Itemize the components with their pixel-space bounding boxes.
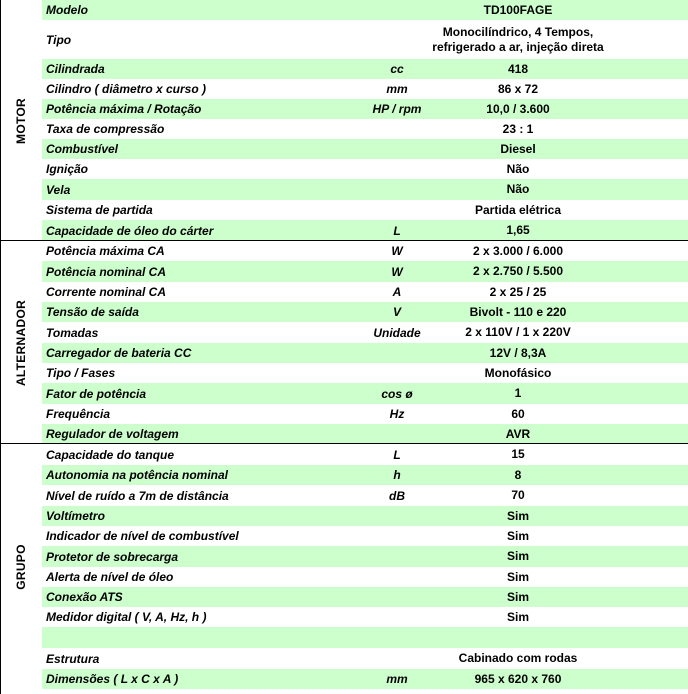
spec-value-line: AVR [505, 426, 531, 441]
spec-value [406, 506, 630, 526]
spec-value-line-2: refrigerado a ar, injeção direta [432, 39, 604, 54]
spec-value [406, 546, 630, 567]
spec-name: Regulador de voltagem [46, 427, 179, 441]
spec-value-line: Sim [506, 508, 529, 523]
spec-value [406, 567, 630, 587]
spec-unit: L [393, 447, 401, 462]
spec-value [406, 220, 630, 241]
table-row [42, 363, 688, 383]
spec-value-line: Monofásico [484, 365, 552, 380]
spec-name: Vela [46, 182, 71, 197]
spec-value [406, 179, 630, 200]
spec-value-line: 12V / 8,3A [489, 345, 547, 360]
spec-value-line: 1,65 [506, 223, 530, 237]
table-row [42, 546, 688, 567]
spec-value [406, 465, 630, 485]
table-row [42, 567, 688, 587]
spec-name: Cilindro ( diâmetro x curso ) [46, 82, 207, 96]
table-row [42, 261, 688, 282]
spec-value [406, 627, 630, 648]
spec-name: Conexão ATS [46, 590, 123, 604]
section-grupo [0, 444, 688, 689]
table-row [42, 59, 688, 79]
spec-value [406, 59, 630, 79]
spec-unit: HP / rpm [372, 102, 422, 116]
spec-value-line: TD100FAGE [483, 2, 553, 17]
spec-name: Indicador de nível de combustível [46, 529, 239, 543]
spec-value-line: Sim [506, 569, 529, 584]
table-row [42, 119, 688, 139]
spec-value [406, 20, 630, 59]
spec-name: Nível de ruído a 7m de distância [46, 488, 229, 503]
table-row [42, 322, 688, 343]
spec-value-line: Monocilíndrico, 4 Tempos, [442, 24, 594, 39]
spec-name: Tipo / Fases [46, 366, 116, 380]
spec-value-line: 2 x 2.750 / 5.500 [472, 264, 564, 278]
spec-name: Medidor digital ( V, A, Hz, h ) [46, 610, 207, 624]
spec-value-line: 2 x 3.000 / 6.000 [472, 243, 564, 258]
spec-value [406, 139, 630, 159]
spec-name: Corrente nominal CA [46, 285, 167, 299]
spec-value [406, 526, 630, 546]
spec-name: Modelo [46, 3, 88, 17]
table-row [42, 424, 688, 444]
spec-value [406, 79, 630, 99]
section-label-text: MOTOR [14, 97, 29, 144]
spec-value [406, 241, 630, 261]
table-row [42, 200, 688, 220]
spec-name: Protetor de sobrecarga [46, 549, 179, 564]
spec-name: Frequência [46, 407, 111, 421]
spec-value [406, 0, 630, 20]
spec-value-line: Não [506, 161, 530, 176]
table-row [42, 444, 688, 465]
spec-name: Dimensões ( L x C x A ) [46, 672, 179, 686]
spec-value-line: 2 x 25 / 25 [489, 284, 547, 299]
spec-name: Capacidade do tanque [46, 447, 175, 462]
spec-unit: L [393, 223, 401, 238]
spec-value-line: 15 [511, 447, 525, 461]
spec-unit: V [392, 305, 401, 319]
table-row [42, 99, 688, 119]
table-row [42, 485, 688, 506]
table-row [42, 587, 688, 607]
spec-unit: W [391, 264, 403, 279]
table-row [42, 220, 688, 241]
spec-unit: h [393, 468, 401, 482]
section-label [0, 0, 42, 241]
spec-value [406, 261, 630, 282]
spec-unit: A [392, 285, 402, 299]
spec-value [406, 159, 630, 179]
table-row [42, 241, 688, 261]
spec-value [406, 282, 630, 302]
spec-value-line: 965 x 620 x 760 [474, 671, 562, 686]
table-row [42, 669, 688, 689]
spec-value-line: 10,0 / 3.600 [486, 101, 550, 116]
spec-unit: dB [389, 488, 405, 503]
table-row [42, 20, 688, 59]
spec-value [406, 383, 630, 404]
table-row [42, 627, 688, 648]
section-rows [42, 0, 688, 241]
section-alternador [0, 241, 688, 444]
spec-value [406, 587, 630, 607]
spec-value [406, 99, 630, 119]
spec-value-line: Diesel [500, 141, 536, 156]
section-label [0, 241, 42, 444]
spec-value [406, 485, 630, 506]
spec-name: Tomadas [46, 325, 99, 340]
table-row [42, 79, 688, 99]
spec-value [406, 322, 630, 343]
spec-name: Potência máxima CA [46, 244, 165, 258]
table-row [42, 159, 688, 179]
spec-name: Fator de potência [46, 386, 147, 401]
table-row [42, 526, 688, 546]
spec-value-line: Cabinado com rodas [458, 651, 578, 665]
spec-unit: mm [386, 672, 408, 686]
section-rows [42, 444, 688, 689]
spec-value-line: 8 [514, 467, 522, 482]
left-border [0, 0, 1, 694]
table-row [42, 404, 688, 424]
section-label-text: ALTERNADOR [14, 299, 29, 386]
table-row [42, 607, 688, 627]
spec-value-line: Sim [506, 549, 529, 563]
spec-value-line: 70 [511, 488, 525, 502]
table-row [42, 179, 688, 200]
spec-name: Capacidade de óleo do cárter [46, 223, 214, 238]
spec-name: Ignição [46, 162, 89, 176]
spec-value [406, 648, 630, 669]
table-row [42, 506, 688, 526]
table-row [42, 648, 688, 669]
spec-value-line: Sim [506, 528, 529, 543]
spec-value-line: Bivolt - 110 e 220 [469, 304, 567, 319]
spec-unit: Unidade [373, 325, 421, 340]
spec-value-line: 86 x 72 [497, 81, 539, 96]
table-row [42, 383, 688, 404]
table-row [42, 465, 688, 485]
spec-value-line: Sim [506, 609, 529, 624]
spec-value [406, 302, 630, 322]
spec-name: Taxa de compressão [46, 122, 165, 136]
table-row [42, 139, 688, 159]
section-label [0, 444, 42, 689]
spec-unit: W [391, 244, 403, 258]
spec-name: Autonomia na potência nominal [46, 468, 229, 482]
spec-value [406, 424, 630, 444]
spec-name: Tensão de saída [46, 305, 139, 319]
spec-value [406, 669, 630, 689]
spec-name: Tipo [46, 32, 72, 47]
section-rows [42, 241, 688, 444]
spec-name: Estrutura [46, 651, 100, 666]
spec-value [406, 343, 630, 363]
spec-value [406, 200, 630, 220]
spec-value-line: 23 : 1 [502, 121, 534, 136]
spec-name: Sistema de partida [46, 203, 153, 217]
spec-value [406, 607, 630, 627]
spec-value-line: Partida elétrica [474, 202, 562, 217]
spec-name: Alerta de nível de óleo [46, 570, 174, 584]
table-row [42, 0, 688, 20]
spec-value-line: 1 [514, 386, 522, 400]
spec-name: Combustível [46, 142, 119, 156]
spec-name: Potência nominal CA [46, 264, 167, 279]
spec-unit: cos ø [381, 386, 413, 401]
spec-value-line: Não [506, 182, 530, 196]
section-motor [0, 0, 688, 241]
spec-name: Voltímetro [46, 509, 105, 523]
spec-name: Cilindrada [46, 62, 105, 76]
spec-value-line: 418 [507, 61, 529, 76]
spec-unit: cc [390, 62, 404, 76]
table-row [42, 302, 688, 322]
spec-value [406, 444, 630, 465]
spec-value-line: 60 [511, 406, 525, 421]
table-row [42, 282, 688, 302]
spec-value [406, 404, 630, 424]
spec-unit: mm [386, 82, 408, 96]
section-label-text: GRUPO [14, 543, 29, 590]
spec-value-line: Sim [506, 589, 529, 604]
table-row [42, 343, 688, 363]
spec-name: Potência máxima / Rotação [46, 102, 202, 116]
spec-value [406, 363, 630, 383]
spec-name: Carregador de bateria CC [46, 346, 192, 360]
spec-unit: Hz [389, 407, 405, 421]
spec-value-line: 2 x 110V / 1 x 220V [465, 325, 571, 339]
spec-value [406, 119, 630, 139]
